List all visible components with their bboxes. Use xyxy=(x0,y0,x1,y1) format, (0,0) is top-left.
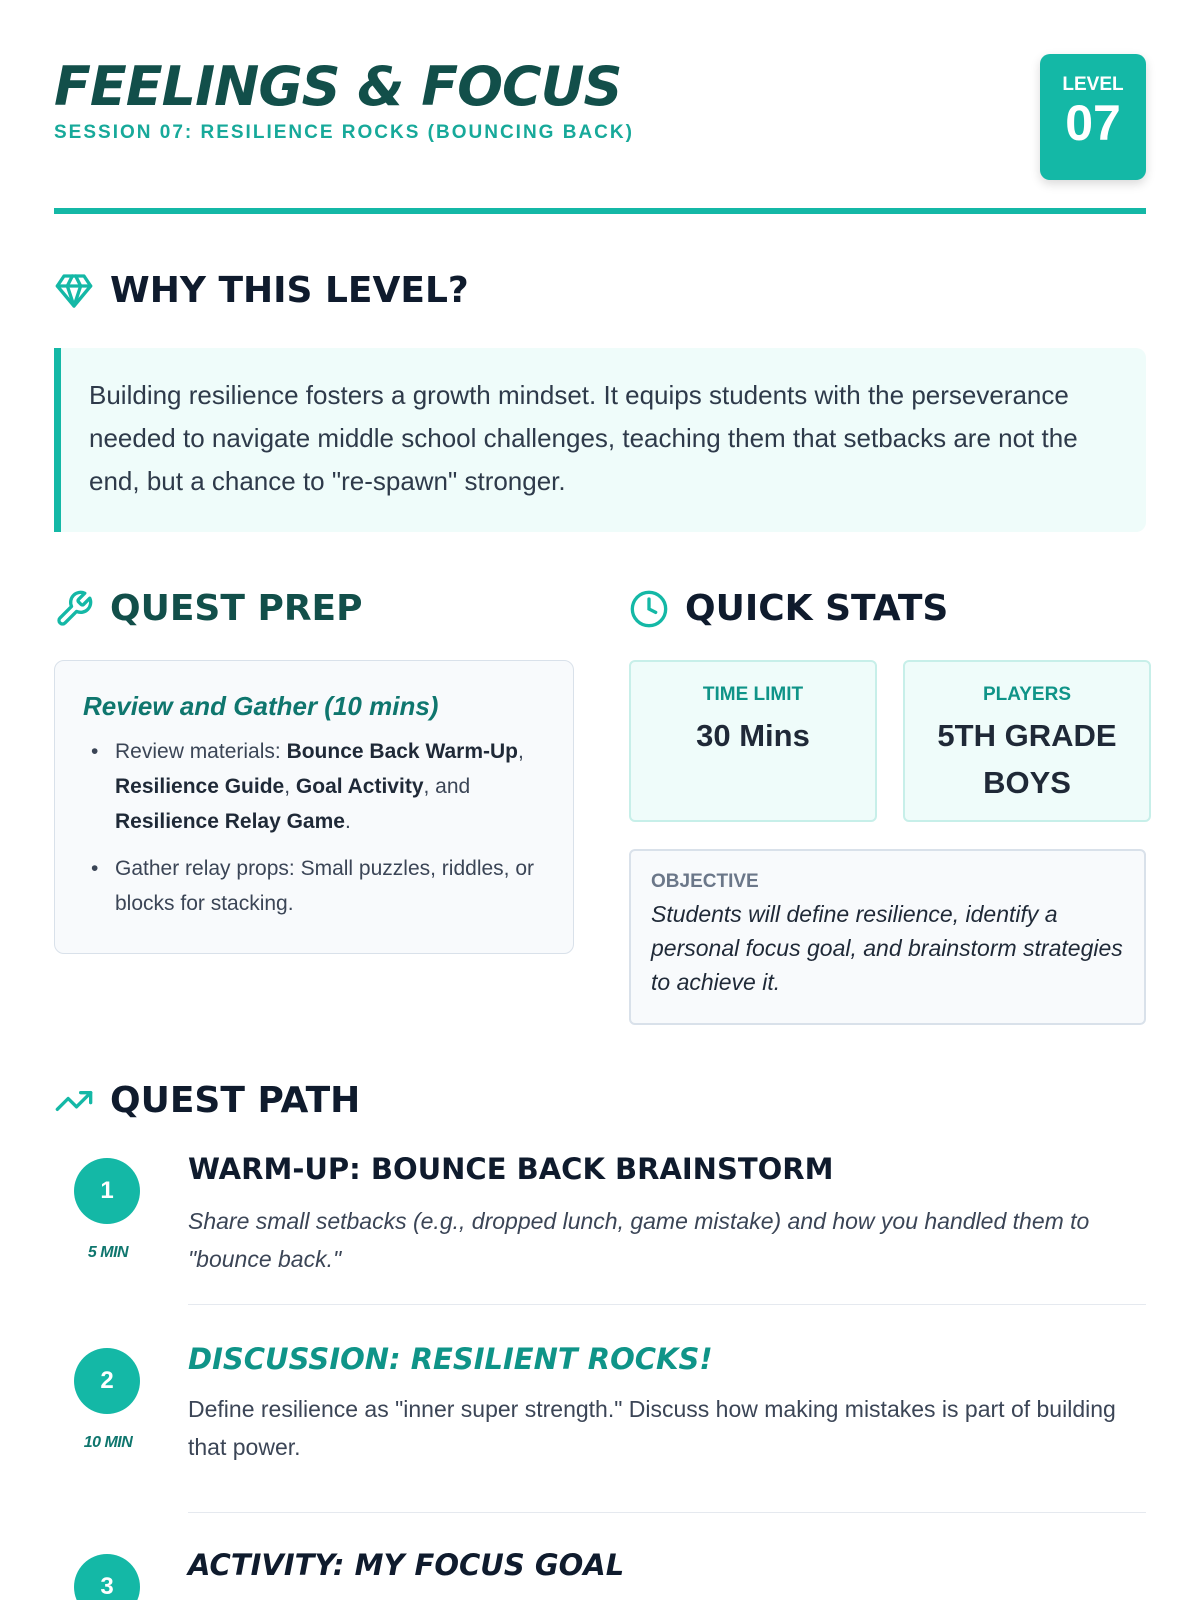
objective-card xyxy=(629,849,1146,1025)
step-number: 3 xyxy=(74,1554,140,1600)
players-label: PLAYERS xyxy=(983,684,1071,705)
objective-text: Students will define resilience, identify a personal focus goal, and brainstorm strategies to achieve it. xyxy=(651,901,1123,995)
prep-card-title: Review and Gather (10 mins) xyxy=(83,691,439,721)
material-name: Resilience Guide xyxy=(115,775,285,798)
clock-icon xyxy=(629,589,669,629)
quest-prep-heading-text: QUEST PREP xyxy=(110,588,363,629)
step-duration: 5 MIN xyxy=(87,1244,129,1261)
step-divider xyxy=(188,1512,1146,1513)
step-description: Define resilience as "inner super strength." Discuss how making mistakes is part of building that power. xyxy=(188,1396,1116,1460)
level-badge xyxy=(1040,54,1146,180)
step-divider xyxy=(188,1304,1146,1305)
separator: , xyxy=(518,740,524,763)
gem-icon xyxy=(54,271,94,311)
list-item xyxy=(83,734,545,839)
quest-path-heading xyxy=(54,1080,360,1121)
quest-prep-card xyxy=(54,660,574,954)
step-title: ACTIVITY: MY FOCUS GOAL xyxy=(188,1548,625,1582)
level-number: 07 xyxy=(1065,95,1121,151)
header-divider xyxy=(54,208,1146,214)
players-stat xyxy=(903,660,1151,822)
step-description: Share small setbacks (e.g., dropped lunch, game mistake) and how you handled them to "bounce back." xyxy=(188,1208,1090,1272)
players-value: 5TH GRADE BOYS xyxy=(937,718,1117,800)
step-title: DISCUSSION: RESILIENT ROCKS! xyxy=(188,1342,713,1376)
prep-item-text: Review materials: xyxy=(115,740,287,763)
step-title: WARM-UP: BOUNCE BACK BRAINSTORM xyxy=(188,1152,834,1186)
separator: . xyxy=(344,810,351,833)
page-title: FEELINGS & FOCUS xyxy=(54,55,622,118)
step-number: 1 xyxy=(74,1158,140,1224)
why-callout: Building resilience fosters a growth mindset. It equips students with the perseverance needed to navigate middle school challenges, teaching them that setbacks are not the end, but a chance to "re-spawn" stronger. xyxy=(54,348,1146,532)
quest-path-heading-text: QUEST PATH xyxy=(110,1080,361,1121)
separator: , and xyxy=(423,775,471,798)
quest-prep-heading xyxy=(54,588,363,629)
objective-label: OBJECTIVE xyxy=(651,871,759,892)
trending-up-icon xyxy=(54,1081,94,1121)
time-limit-value: 30 Mins xyxy=(696,718,810,753)
step-number: 2 xyxy=(74,1348,140,1414)
page-header xyxy=(54,54,1146,214)
material-name: Bounce Back Warm-Up xyxy=(286,740,518,763)
quick-stats-heading xyxy=(629,588,948,629)
wrench-icon xyxy=(54,589,94,629)
level-label: LEVEL xyxy=(1062,74,1124,95)
material-name: Resilience Relay Game xyxy=(115,810,345,833)
quick-stats-heading-text: QUICK STATS xyxy=(685,588,949,629)
separator: , xyxy=(284,775,296,798)
time-limit-stat xyxy=(629,660,877,822)
session-subtitle: SESSION 07: RESILIENCE ROCKS (BOUNCING BACK) xyxy=(54,122,634,143)
why-section-heading xyxy=(54,270,469,311)
time-limit-label: TIME LIMIT xyxy=(702,684,804,705)
step-duration: 10 MIN xyxy=(83,1434,133,1451)
list-item: • Gather relay props: Small puzzles, riddles, or blocks for stacking. xyxy=(83,851,545,921)
prep-list xyxy=(83,734,545,921)
material-name: Goal Activity xyxy=(295,775,424,798)
why-heading-text: WHY THIS LEVEL? xyxy=(110,270,469,311)
